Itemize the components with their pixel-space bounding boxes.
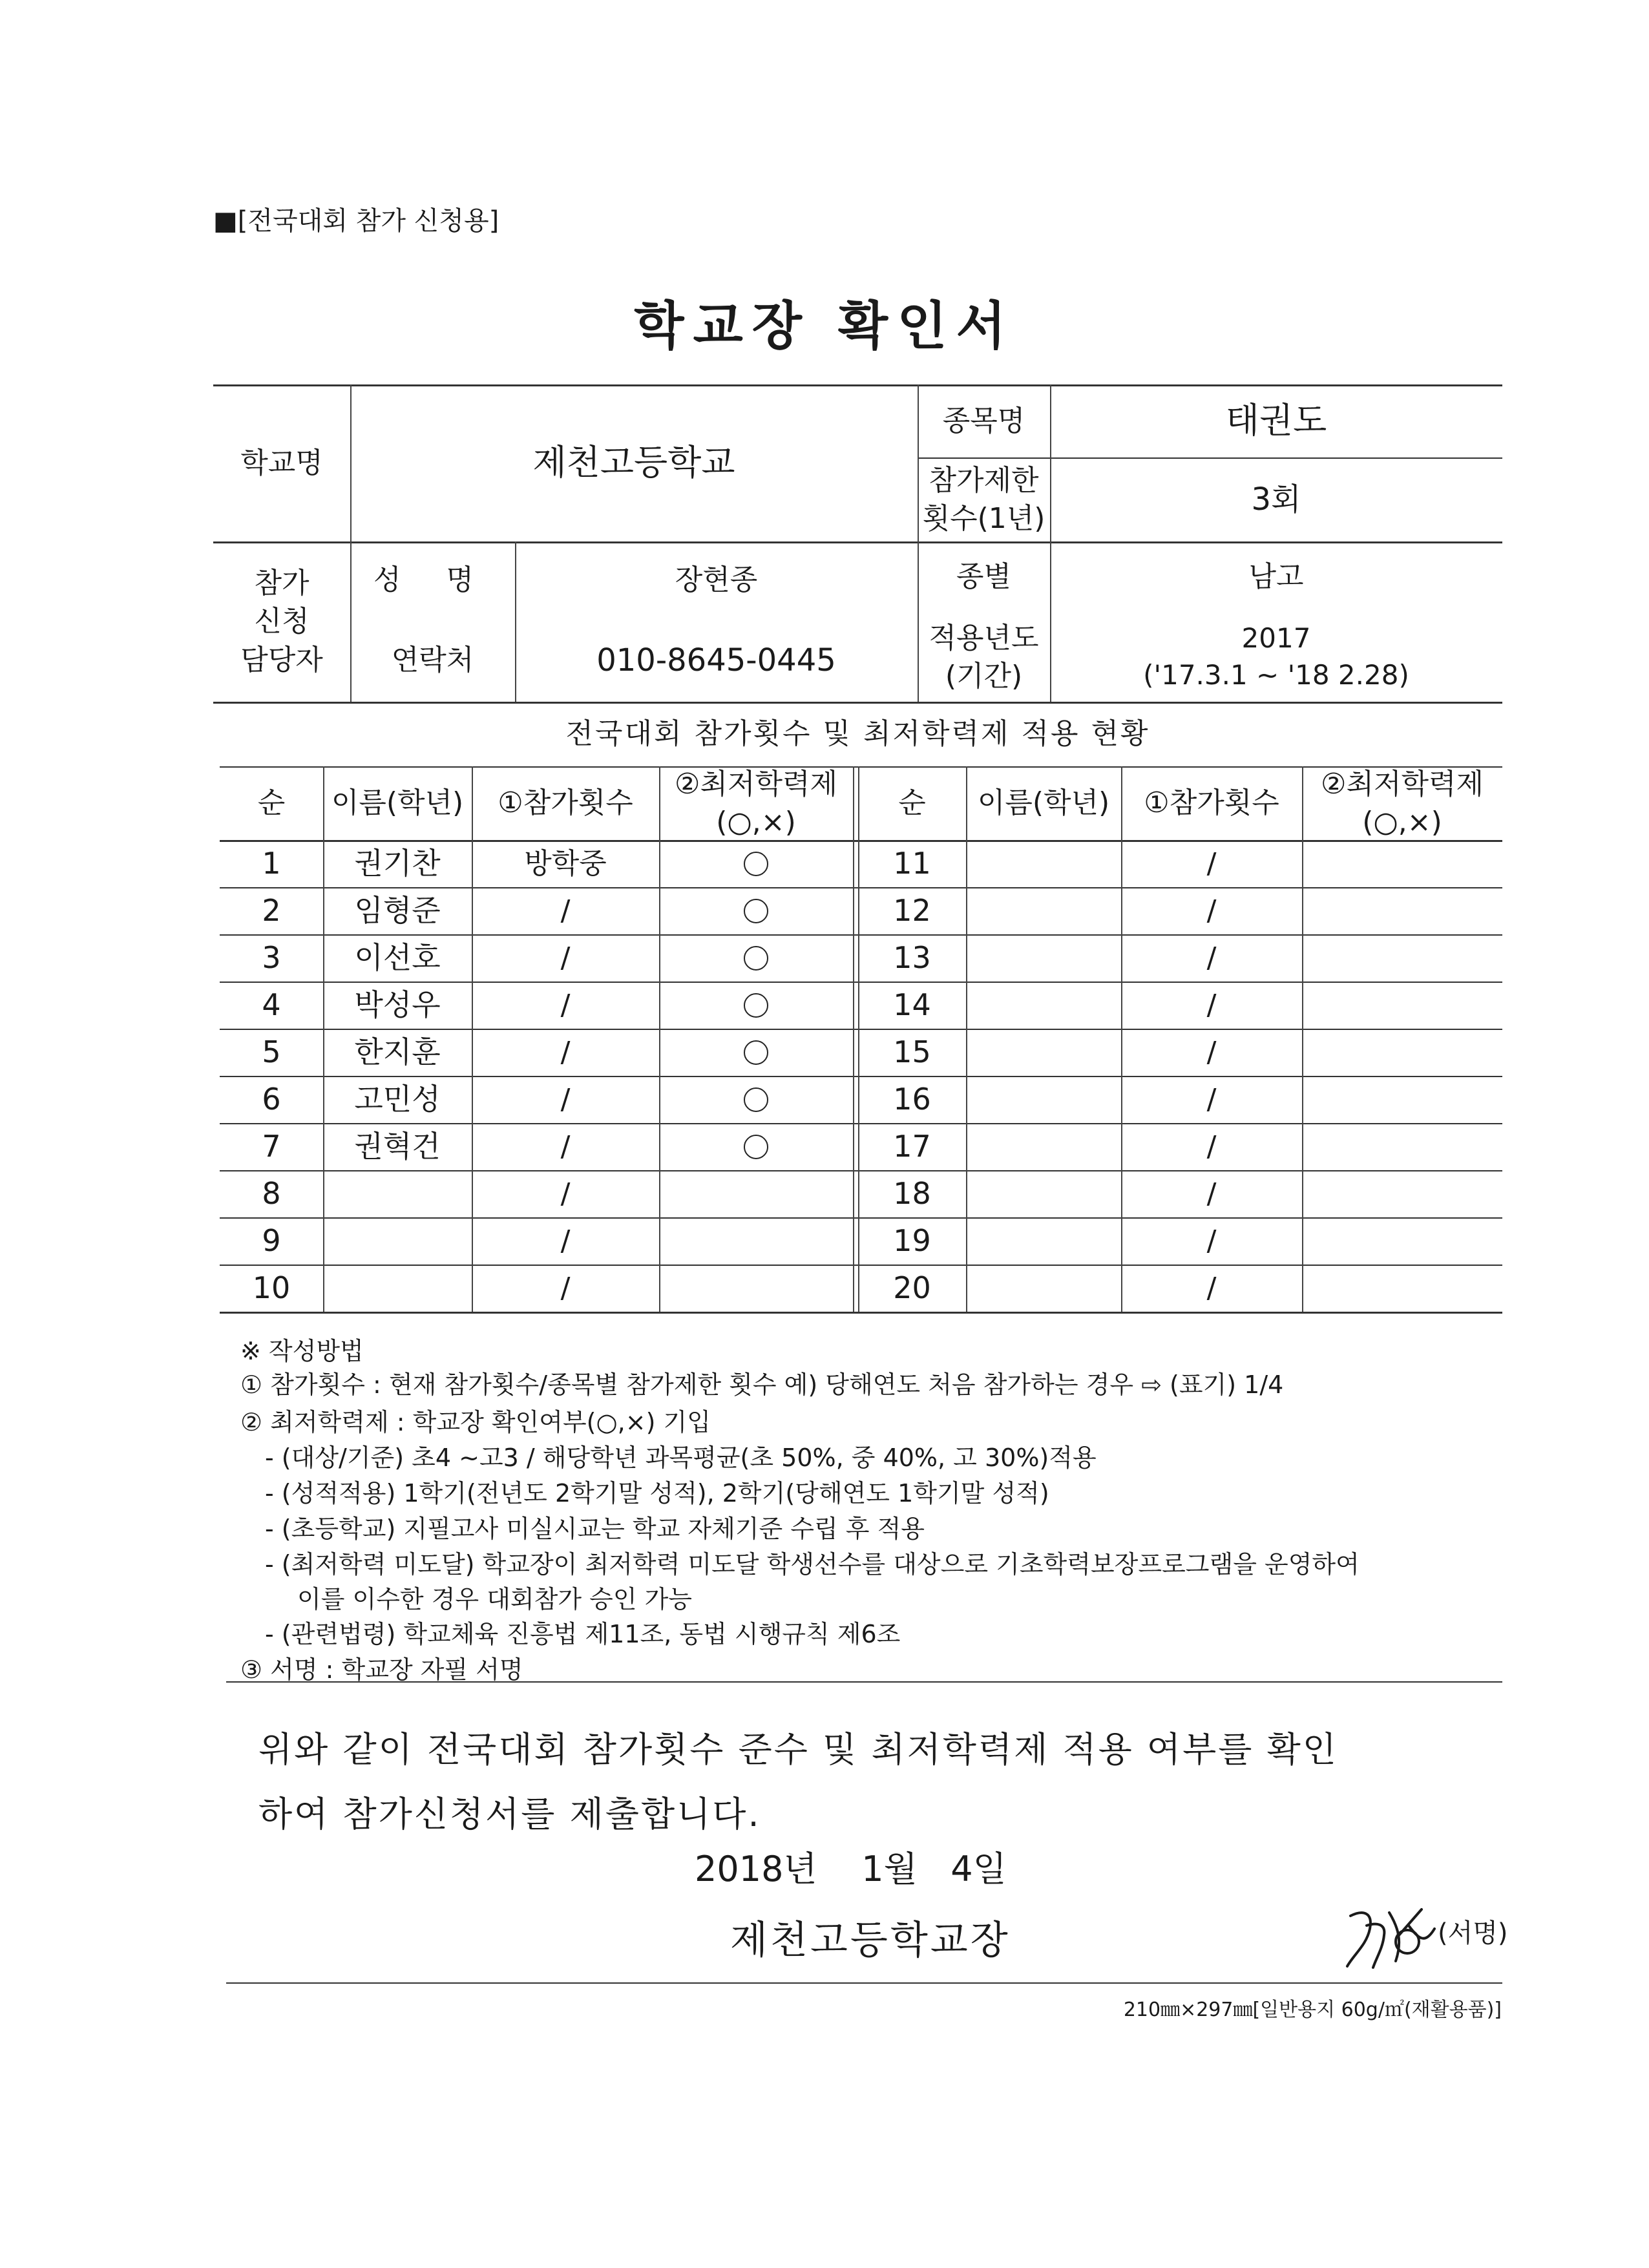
instruction-item-3: ③ 서명 : 학교장 자필 서명 bbox=[240, 1655, 523, 1684]
cell-no-left: 1 bbox=[262, 846, 281, 881]
min-grade-mark-right bbox=[1302, 1217, 1502, 1265]
cell-name-left: 박성우 bbox=[354, 987, 441, 1023]
cell-name-left bbox=[323, 1170, 472, 1217]
col-header-count-right: ①참가횟수 bbox=[1144, 786, 1279, 820]
cell-no-left: 3 bbox=[262, 940, 281, 976]
participation-limit-label-line2: 횟수(1년) bbox=[922, 502, 1045, 535]
contact-person-label-line1: 참가 bbox=[254, 566, 310, 600]
col-header-min-grade-line2: (○,×) bbox=[716, 806, 796, 839]
contact-person-label-line2: 신청 bbox=[254, 605, 310, 638]
circle-mark-icon bbox=[744, 899, 768, 923]
min-grade-mark-left bbox=[659, 934, 853, 982]
cell-count-right: / bbox=[1206, 1271, 1217, 1305]
cell-no-right: 14 bbox=[893, 987, 931, 1023]
min-grade-mark-right bbox=[1302, 1076, 1502, 1123]
cell-name-right bbox=[966, 1170, 1121, 1217]
circle-mark-icon bbox=[744, 946, 768, 971]
min-grade-mark-right bbox=[1302, 840, 1502, 887]
cell-name-right bbox=[966, 1076, 1121, 1123]
school-name-label: 학교명 bbox=[240, 446, 323, 479]
cell-name-left: 한지훈 bbox=[354, 1034, 441, 1070]
cell-no-left: 8 bbox=[262, 1176, 281, 1212]
cell-name-left: 권기찬 bbox=[354, 846, 441, 881]
applied-year-value-line2: ('17.3.1 ~ '18 2.28) bbox=[1143, 659, 1409, 691]
paper-spec: 210㎜×297㎜[일반용지 60g/㎡(재활용품)] bbox=[1123, 1999, 1502, 2021]
phone-label: 연락처 bbox=[391, 644, 474, 677]
col-header-min-grade-right-line2: (○,×) bbox=[1362, 806, 1442, 839]
cell-no-right: 18 bbox=[893, 1176, 931, 1212]
col-header-no-right: 순 bbox=[898, 786, 926, 820]
cell-name-right bbox=[966, 840, 1121, 887]
cell-count-left: 방학중 bbox=[524, 846, 607, 880]
sport-value: 태권도 bbox=[1225, 400, 1327, 441]
cell-name-right bbox=[966, 1217, 1121, 1265]
issue-date: 2018년 1월 4일 bbox=[695, 1849, 1007, 1889]
cell-no-left: 9 bbox=[262, 1223, 281, 1259]
min-grade-mark-left bbox=[659, 1029, 853, 1076]
applied-year-value-line1: 2017 bbox=[1241, 622, 1311, 655]
min-grade-mark-right bbox=[1302, 1123, 1502, 1170]
cell-count-right: / bbox=[1206, 1129, 1217, 1163]
instruction-item-2b: - (성적적용) 1학기(전년도 2학기말 성적), 2학기(당해연도 1학기말 성적) bbox=[265, 1479, 1049, 1507]
cell-no-left: 6 bbox=[262, 1082, 281, 1117]
min-grade-mark-left bbox=[659, 1217, 853, 1265]
participation-limit-label-line1: 참가제한 bbox=[929, 463, 1039, 497]
document-title: 학교장 확인서 bbox=[634, 296, 1015, 356]
min-grade-mark-left bbox=[659, 1123, 853, 1170]
min-grade-mark-left bbox=[659, 1265, 853, 1312]
min-grade-mark-right bbox=[1302, 1265, 1502, 1312]
cell-count-right: / bbox=[1206, 1082, 1217, 1116]
cell-no-right: 20 bbox=[893, 1270, 931, 1306]
form-type-label: ■[전국대회 참가 신청용] bbox=[213, 206, 499, 236]
circle-mark-icon bbox=[744, 1040, 768, 1065]
cell-no-left: 2 bbox=[262, 893, 281, 929]
min-grade-mark-left bbox=[659, 982, 853, 1029]
instruction-item-2a: - (대상/기준) 초4 ~고3 / 해당학년 과목평균(초 50%, 중 40%, 고 30%)적용 bbox=[265, 1444, 1097, 1472]
cell-no-right: 15 bbox=[893, 1034, 931, 1070]
instruction-item-2c: - (초등학교) 지필고사 미실시교는 학교 자체기준 수립 후 적용 bbox=[265, 1515, 925, 1543]
cell-name-left: 권혁건 bbox=[354, 1129, 441, 1164]
principal-signature bbox=[1338, 1890, 1525, 1980]
phone-value: 010-8645-0445 bbox=[596, 642, 836, 678]
circle-mark-icon bbox=[744, 1135, 768, 1159]
cell-count-right: / bbox=[1206, 1177, 1217, 1210]
cell-name-left: 고민성 bbox=[354, 1082, 441, 1117]
cell-count-right: / bbox=[1206, 894, 1217, 927]
cell-no-left: 10 bbox=[252, 1270, 291, 1306]
cell-name-left: 임형준 bbox=[354, 893, 441, 929]
col-header-min-grade bbox=[659, 766, 853, 840]
circle-mark-icon bbox=[744, 1087, 768, 1112]
cell-count-left: / bbox=[560, 1177, 571, 1210]
cell-count-left: / bbox=[560, 1224, 571, 1257]
col-header-no: 순 bbox=[257, 786, 286, 820]
cell-no-left: 5 bbox=[262, 1034, 281, 1070]
circle-mark-icon bbox=[744, 993, 768, 1018]
col-header-min-grade-right bbox=[1302, 766, 1502, 840]
col-header-count: ①참가횟수 bbox=[498, 786, 633, 820]
cell-name-left bbox=[323, 1265, 472, 1312]
cell-no-right: 19 bbox=[893, 1223, 931, 1259]
cell-name-right bbox=[966, 982, 1121, 1029]
min-grade-mark-right bbox=[1302, 934, 1502, 982]
name-label: 성 명 bbox=[373, 563, 492, 597]
min-grade-mark-left bbox=[659, 887, 853, 934]
instruction-item-1: ① 참가횟수 : 현재 참가횟수/종목별 참가제한 횟수 예) 당해연도 처음 참가하는 경우 ⇨ (표기) 1/4 bbox=[240, 1370, 1284, 1399]
cell-no-right: 11 bbox=[893, 846, 931, 881]
col-header-min-grade-line1: ②최저학력제 bbox=[675, 767, 837, 801]
cell-no-right: 13 bbox=[893, 940, 931, 976]
school-name-value: 제천고등학교 bbox=[532, 442, 735, 483]
cell-count-right: / bbox=[1206, 1224, 1217, 1257]
cell-name-left: 이선호 bbox=[354, 940, 441, 976]
cell-count-left: / bbox=[560, 894, 571, 927]
cell-name-right bbox=[966, 1265, 1121, 1312]
category-value: 남고 bbox=[1248, 560, 1304, 594]
applied-year-value bbox=[1050, 613, 1502, 702]
cell-name-right bbox=[966, 1123, 1121, 1170]
min-grade-mark-right bbox=[1302, 1029, 1502, 1076]
cell-count-left: / bbox=[560, 988, 571, 1022]
cell-count-left: / bbox=[560, 1129, 571, 1163]
min-grade-mark-right bbox=[1302, 887, 1502, 934]
applied-year-label bbox=[918, 613, 1050, 702]
instructions-heading: ※ 작성방법 bbox=[240, 1337, 364, 1365]
name-value: 장현종 bbox=[675, 563, 758, 597]
cell-no-right: 16 bbox=[893, 1082, 931, 1117]
confirmation-statement-line1: 위와 같이 전국대회 참가횟수 준수 및 최저학력제 적용 여부를 확인 bbox=[258, 1729, 1338, 1770]
cell-no-left: 4 bbox=[262, 987, 281, 1023]
cell-count-right: / bbox=[1206, 846, 1217, 880]
col-header-min-grade-right-line1: ②최저학력제 bbox=[1321, 767, 1484, 801]
principal-title: 제천고등학교장 bbox=[730, 1918, 1011, 1963]
instruction-item-2d: - (최저학력 미도달) 학교장이 최저학력 미도달 학생선수를 대상으로 기초학력보장프로그램을 운영하여 bbox=[265, 1550, 1360, 1579]
circle-mark-icon bbox=[744, 852, 768, 876]
cell-name-left bbox=[323, 1217, 472, 1265]
confirmation-statement-line2: 하여 참가신청서를 제출합니다. bbox=[258, 1794, 761, 1834]
cell-count-left: / bbox=[560, 1271, 571, 1305]
min-grade-mark-right bbox=[1302, 1170, 1502, 1217]
cell-count-left: / bbox=[560, 941, 571, 974]
cell-no-left: 7 bbox=[262, 1129, 281, 1164]
min-grade-mark-right bbox=[1302, 982, 1502, 1029]
category-label: 종별 bbox=[956, 560, 1011, 594]
cell-no-right: 12 bbox=[893, 893, 931, 929]
min-grade-mark-left bbox=[659, 1170, 853, 1217]
sport-label: 종목명 bbox=[942, 404, 1025, 437]
cell-name-right bbox=[966, 1029, 1121, 1076]
cell-count-right: / bbox=[1206, 988, 1217, 1022]
contact-person-label-line3: 담당자 bbox=[240, 643, 323, 677]
participation-limit-value: 3회 bbox=[1251, 481, 1301, 518]
cell-count-right: / bbox=[1206, 941, 1217, 974]
status-section-title: 전국대회 참가횟수 및 최저학력제 적용 현황 bbox=[565, 717, 1150, 751]
cell-name-right bbox=[966, 887, 1121, 934]
cell-no-right: 17 bbox=[893, 1129, 931, 1164]
min-grade-mark-left bbox=[659, 840, 853, 887]
cell-count-left: / bbox=[560, 1035, 571, 1069]
cell-name-right bbox=[966, 934, 1121, 982]
instruction-item-2d-cont: 이를 이수한 경우 대회참가 승인 가능 bbox=[297, 1585, 693, 1613]
col-header-name: 이름(학년) bbox=[331, 786, 464, 820]
participation-limit-label bbox=[918, 457, 1050, 541]
applied-year-label-line2: (기간) bbox=[945, 660, 1023, 693]
contact-person-label bbox=[213, 541, 350, 702]
col-header-name-right: 이름(학년) bbox=[977, 786, 1110, 820]
signature-text: (서명) bbox=[1438, 1918, 1508, 1948]
instruction-item-2e: - (관련법령) 학교체육 진흥법 제11조, 동법 시행규칙 제6조 bbox=[265, 1620, 901, 1648]
instruction-item-2: ② 최저학력제 : 학교장 확인여부(○,×) 기입 bbox=[240, 1408, 711, 1436]
applied-year-label-line1: 적용년도 bbox=[929, 621, 1039, 655]
cell-count-right: / bbox=[1206, 1035, 1217, 1069]
cell-count-left: / bbox=[560, 1082, 571, 1116]
min-grade-mark-left bbox=[659, 1076, 853, 1123]
